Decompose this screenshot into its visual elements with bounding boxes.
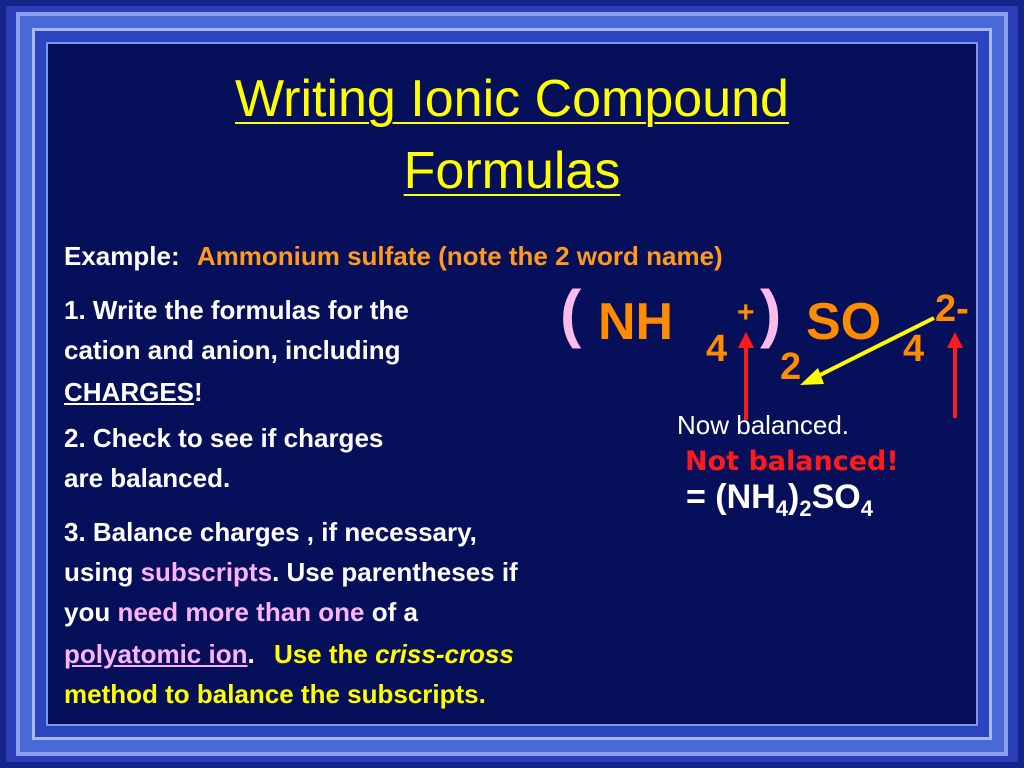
result-so: SO [811,478,861,516]
polyatomic-ion-phrase: polyatomic ion [64,639,248,669]
balanced-formula-result [686,478,873,522]
formula-nh: NH [598,293,674,351]
step-1-line-1: 1. Write the formulas for the [64,295,409,325]
step-3-line-1: 3. Balance charges , if necessary, [64,517,477,547]
formula-so-subscript: 4 [903,328,925,370]
formula-outer-subscript: 2 [780,346,802,388]
now-balanced-note: Now balanced. [677,410,849,440]
example-label: Example: [64,241,180,271]
step-3-line-5: method to balance the subscripts. [64,679,486,709]
step-1-line-2: cation and anion, including [64,335,401,365]
charges-word: CHARGES [64,377,195,407]
formula-plus-charge: + [737,296,755,329]
step-3-period: . [247,639,255,669]
yellow-arrow [800,318,934,385]
formula-minus-charge: 2- [935,288,969,330]
need-more-phrase: need more than one [117,597,365,627]
step-1-excl: ! [194,377,203,407]
result-sub-1: 4 [775,495,788,521]
result-eq: = (NH [686,478,776,516]
example-compound: Ammonium sulfate [196,241,431,271]
result-sub-2: 2 [799,495,812,521]
formula-close-paren: ) [760,277,782,349]
formula-so: SO [806,293,882,351]
red-arrow-right [947,332,963,418]
criss-cross-word: criss-cross [375,639,514,669]
example-note: (note the 2 word name) [438,241,723,271]
result-mid: ) [787,478,800,516]
step-3-using: using [64,557,141,587]
formula-nh-subscript: 4 [706,328,728,370]
step-3-use: Use the [273,639,376,669]
red-arrow-left [738,332,754,420]
formula-open-paren: ( [560,277,582,349]
step-3-ofa: of a [364,597,418,627]
result-sub-3: 4 [860,495,873,521]
step-2-line-2: are balanced. [64,463,231,493]
title-line-1: Writing Ionic Compound [235,70,789,128]
step-3-rest: . Use parentheses if [272,557,518,587]
title-line-2: Formulas [403,142,621,200]
subscripts-word: subscripts [140,557,273,587]
step-3-you: you [64,597,118,627]
step-2-line-1: 2. Check to see if charges [64,423,384,453]
not-balanced-note: Not balanced! [685,446,899,477]
